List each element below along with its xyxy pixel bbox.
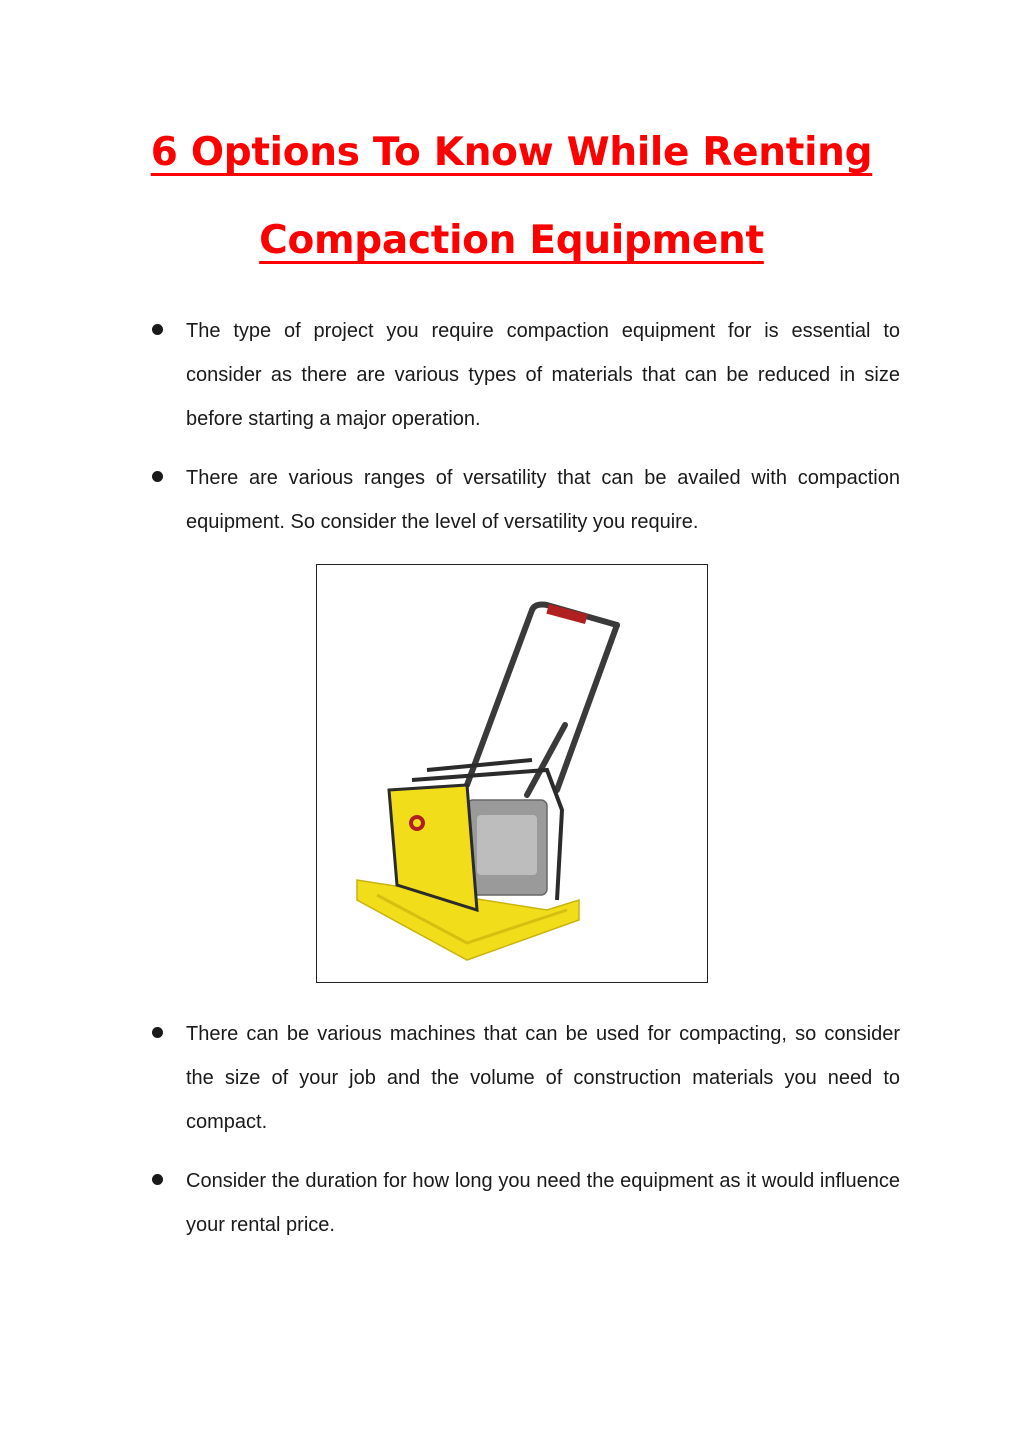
- list-item-text: There can be various machines that can be used for compacting, so consider the size of your job and the volume of construction materials you need to compact.: [186, 1023, 900, 1133]
- page-title-line-1: 6 Options To Know While Renting: [150, 130, 873, 175]
- list-item: [152, 309, 900, 441]
- list-item-text: There are various ranges of versatility that can be availed with compaction equipment. So consider the level of versatility you require.: [186, 467, 900, 533]
- bullet-icon: [152, 471, 163, 482]
- bullet-icon: [152, 324, 163, 335]
- page-title-line-2: Compaction Equipment: [259, 218, 764, 263]
- list-item: [152, 456, 900, 544]
- handle-frame: [467, 605, 617, 795]
- handle-grip: [546, 604, 587, 624]
- plate-compactor-illustration: [317, 565, 707, 982]
- compactor-image: [316, 564, 708, 983]
- list-item: [152, 1159, 900, 1247]
- list-item: [152, 1012, 900, 1144]
- bullet-icon: [152, 1174, 163, 1185]
- list-item-text: The type of project you require compaction equipment for is essential to consider as there are various types of materials that can be reduced in size before starting a major operation.: [186, 320, 900, 430]
- bullet-icon: [152, 1027, 163, 1038]
- list-item-text: Consider the duration for how long you need the equipment as it would influence your rental price.: [186, 1170, 900, 1236]
- bullet-list-bottom: [152, 1012, 900, 1262]
- bullet-list-top: [152, 309, 900, 559]
